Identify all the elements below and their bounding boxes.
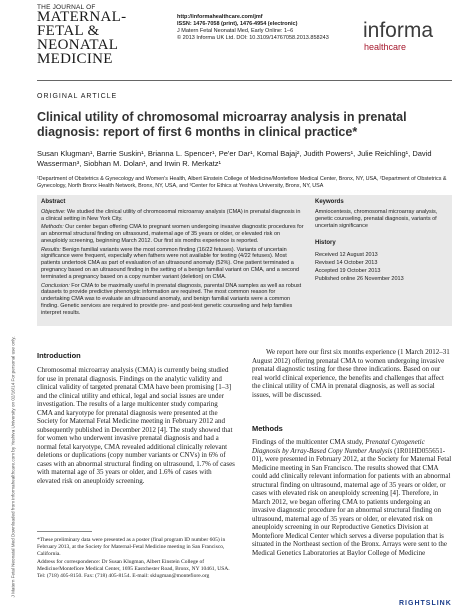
introduction-continued: We report here our first six months experience (1 March 2012–31 August 2012) offering prenatal CMA to women undergoing invasive prenatal diagnostic testing for these three indications. Based on our real world clinical experience, the benefits and challenges that affect the clinical utility of CMA in prenatal diagnosis, as well as social issues, will be discussed. <box>252 348 450 399</box>
header-divider <box>37 80 452 81</box>
methods-study-title: Prenatal Cytogenetic Diagnosis by Array-Based Copy Number Analysis <box>252 438 425 455</box>
abstract-results: Benign familial variants were the most common finding (16/22 fetuses). Variants of uncertain significance were frequent, especially when fathers were not available for testing (4/22 fetuses). Most patients undertook CMA as part of evaluation of an ultrasound anomaly (52%). One patient terminated a pregnancy based on an ultrasound finding in the setting of a benign familial variant on CMA, and a second terminated a pregnancy based on a copy number variant (deletion) on CMA. <box>41 246 300 281</box>
introduction-text: Chromosomal microarray analysis (CMA) is currently being studied for use in prenatal diagnosis. Findings on the analytic validity and clinical validity of targeted prenatal CMA have been promising [1–3] and the clinical utility and ethical, legal and social issues are under investigation. The results of a large multicenter study comparing CMA and karyotype for prenatal diagnosis were presented at the Society for Maternal Fetal Medicine meeting in February 2012 and subsequently published in December 2012 [4]. The study showed that for women who underwent invasive prenatal diagnosis and had a normal fetal karyotype, CMA revealed additional clinically relevant deletions or duplications (copy number variants or CNVs) in 6% of cases with an abnormal structural finding on ultrasound, 1.7% of cases with maternal age of 35 years or older, and 1.6% of cases with elevated risk on aneuploidy screening. <box>37 366 235 485</box>
methods-text-a: Findings of the multicenter CMA study, <box>252 438 366 446</box>
article-title: Clinical utility of chromosomal microarray analysis in prenatal diagnosis: report of first 6 months in clinical practice* <box>37 110 407 139</box>
journal-url[interactable]: http://informahealthcare.com/jmf <box>177 14 263 20</box>
history-item: Accepted 19 October 2013 <box>315 268 381 274</box>
abstract-conclusion-label: Conclusion: <box>41 282 70 289</box>
history-item: Published online 26 November 2013 <box>315 276 404 282</box>
abstract-methods: Our center began offering CMA to pregnant women undergoing invasive diagnostic procedures for an abnormal structural finding on ultrasound, maternal age of 35 years or older, or elevated risk on aneuploidy screening, beginning March 2012. Our first six months experience is reported. <box>41 224 304 245</box>
history-item: Revised 14 October 2013 <box>315 260 378 266</box>
history-list <box>315 251 445 283</box>
journal-doi[interactable]: © 2013 Informa UK Ltd. DOI: 10.3109/14767058.2013.858243 <box>177 35 329 41</box>
affiliations: ¹Department of Obstetrics & Gynecology and Women's Health, Albert Einstein College of Medicine/Montefiore Medical Center, Bronx, NY, USA, ²Department of Obstetrics & Gynecology, North Bronx Health Network, Bronx, NY, USA, and ³Center for Ethics at Yeshiva University, Bronx, NY, USA <box>37 176 447 189</box>
abstract-results-label: Results: <box>41 246 61 253</box>
abstract-objective: We studied the clinical utility of chromosomal microarray analysis (CMA) in prenatal diagnosis in a clinical setting in New York City. <box>41 209 301 222</box>
author-list: Susan Klugman¹, Barrie Suskin¹, Brianna L. Spencer¹, Pe'er Dar¹, Komal Bajaj², Judith Powers¹, Julie Reichling¹, David Wasserman³, Siobhan M. Dolan¹, and Irwin R. Merkatz¹ <box>37 149 432 168</box>
footnote-divider <box>37 531 92 532</box>
publisher-logo-sub: healthcare <box>364 42 407 52</box>
abstract-conclusion: For CMA to be maximally useful in prenatal diagnosis, parental DNA samples as well as robust datasets to provide predictive phenotypic information are required. The most common reason for undertaking CMA was to evaluate an ultrasound anomaly, and benign familial variants were a common finding. Genetic services are required to provide pre- and post-test genetic counseling and help families interpret results. <box>41 282 302 317</box>
methods-heading: Methods <box>252 424 283 433</box>
footnote-star: *These preliminary data were presented as a poster (final program ID number 605) in February 2013, at the Society for Maternal-Fetal Medicine meeting in San Francisco, California. <box>37 537 226 557</box>
article-type: ORIGINAL ARTICLE <box>37 93 118 100</box>
history-heading: History <box>315 240 336 246</box>
rightslink-logo[interactable]: RIGHTSLINK <box>399 600 452 607</box>
journal-top-label: THE JOURNAL OF <box>37 4 96 11</box>
abstract-objective-label: Objective: <box>41 209 66 215</box>
abstract-methods-label: Methods: <box>41 224 64 231</box>
history-item: Received 12 August 2013 <box>315 252 378 258</box>
methods-text <box>252 438 452 557</box>
footnote <box>37 537 237 582</box>
methods-text-b: (1R01HD055651-01), were presented in February 2012, at the Society for Maternal Fetal Medicine meeting in San Francisco. The results showed that CMA could add clinically relevant information for patients with an abnormal structural finding on ultrasound, maternal age of 35 years or older, or cases with elevated risk on aneuploidy screening [4]. Therefore, in March 2012, we began offering CMA to patients undergoing an invasive diagnostic procedure for an abnormal structural finding on ultrasound, maternal age of 35 years or older, or elevated risk on aneuploidy screening in our Reproductive Genetics Division at Montefiore Medical Center which serves a diverse population that is situated in the Northeast section of the Bronx. Arrays were sent to the Medical Genetics Laboratories at Baylor College of Medicine <box>252 446 452 557</box>
introduction-heading: Introduction <box>37 351 81 360</box>
journal-info <box>177 14 329 42</box>
keywords-text: Amniocentesis, chromosomal microarray analysis, genetic counseling, prenatal diagnosis, variants of uncertain significance <box>315 209 438 229</box>
journal-name: MATERNAL-FETAL & NEONATAL MEDICINE <box>37 9 127 67</box>
abstract-heading: Abstract <box>41 199 66 205</box>
journal-issn: ISSN: 1476-7058 (print), 1476-4954 (electronic) <box>177 21 298 27</box>
keywords-heading: Keywords <box>315 199 344 205</box>
journal-citation: J Matern Fetal Neonatal Med, Early Online: 1–6 <box>177 28 294 34</box>
abstract-text <box>41 209 305 319</box>
correspondence-address: Address for correspondence: Dr Susan Klugman, Albert Einstein College of Medicine/Montefiore Medical Center, 1695 Eastchester Road, Bronx, NY 10461, USA. Tel: (718) 405-8150. Fax: (718) 405-8154. E-mail: sklugman@montefiore.org <box>37 559 230 579</box>
download-watermark: J Matern Fetal Neonatal Med Downloaded from informahealthcare.com by Yeshiva University on 02/16/14 For personal use only. <box>10 336 16 598</box>
publisher-logo: informa <box>363 19 434 42</box>
